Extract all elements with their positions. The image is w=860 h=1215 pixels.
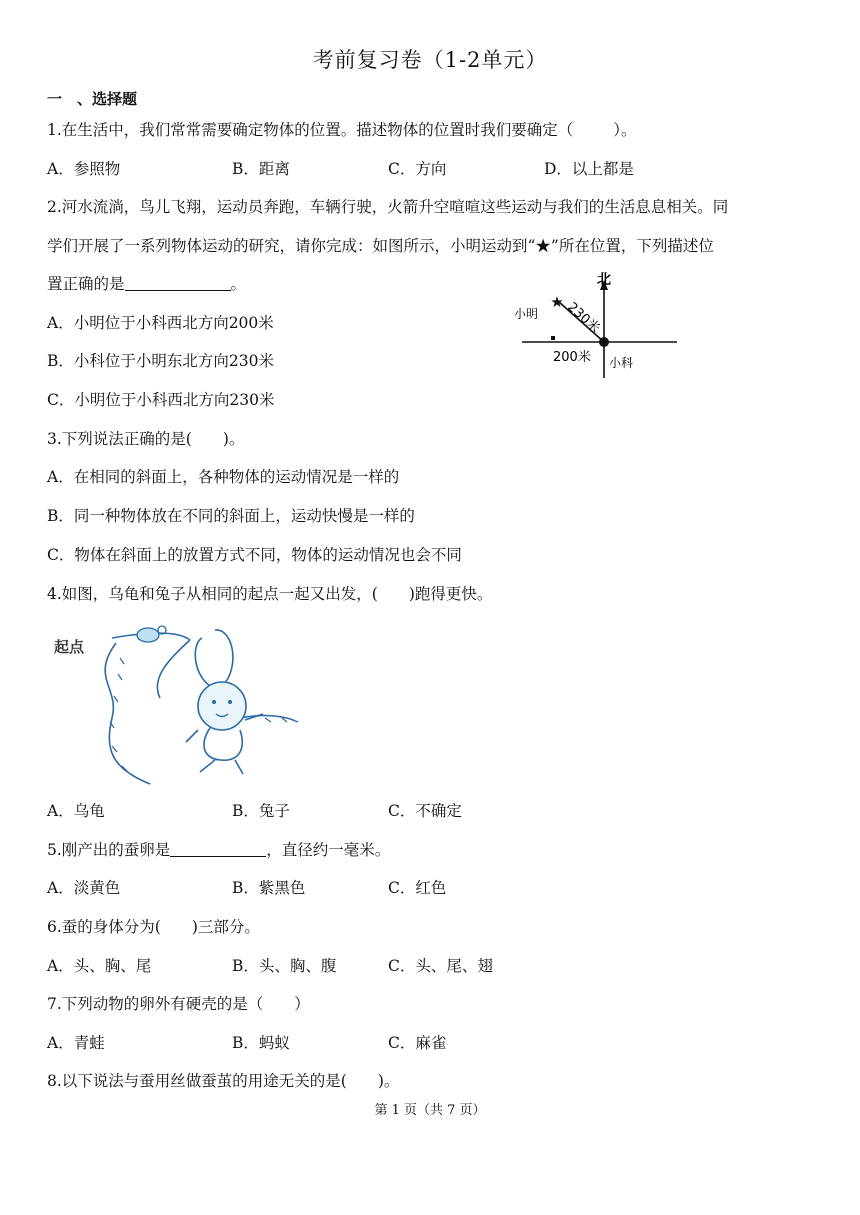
direction-diagram [505, 268, 685, 383]
question-6-option-b[interactable]: B．头、胸、腹 [232, 957, 337, 975]
question-4-option-a[interactable]: A．乌龟 [47, 802, 105, 820]
question-1-option-c[interactable]: C．方向 [388, 160, 447, 178]
origin-point [599, 337, 609, 347]
rabbit-left-ear [195, 638, 210, 686]
section-heading: 一 、选择题 [47, 90, 138, 108]
page-footer: 第 1 页（共 7 页） [374, 1103, 486, 1118]
question-2-option-a[interactable]: A．小明位于小科西北方向200米 [47, 314, 274, 332]
rabbit-legs [200, 760, 243, 774]
star-icon: ★ [550, 293, 564, 311]
answer-blank[interactable] [125, 276, 231, 291]
xiaoming-label: 小明 [514, 307, 539, 321]
question-7-stem: 7.下列动物的卵外有硬壳的是（ ） [47, 995, 310, 1013]
track-left-edge [105, 643, 150, 784]
question-7-option-c[interactable]: C．麻雀 [388, 1034, 447, 1052]
question-6-option-c[interactable]: C．头、尾、翅 [388, 957, 493, 975]
rabbit-eye [212, 700, 216, 704]
question-1-option-d[interactable]: D．以上都是 [544, 160, 634, 178]
question-6-option-a[interactable]: A．头、胸、尾 [47, 957, 152, 975]
diagonal-distance-label: 230米 [564, 299, 603, 337]
question-2-line-1: 2.河水流淌，鸟儿飞翔，运动员奔跑，车辆行驶，火箭升空喧喧这些运动与我们的生活息息相关。同 [47, 198, 729, 216]
question-7-option-b[interactable]: B．蚂蚁 [232, 1034, 290, 1052]
question-5-option-c[interactable]: C．红色 [388, 879, 447, 897]
xiaoke-label: 小科 [609, 356, 634, 370]
north-label: 北 [597, 272, 611, 288]
tortoise-shell [137, 628, 159, 642]
start-label: 起点 [54, 638, 85, 656]
question-3-option-b[interactable]: B．同一种物体放在不同的斜面上，运动快慢是一样的 [47, 507, 415, 525]
question-3-option-c[interactable]: C．物体在斜面上的放置方式不同，物体的运动情况也会不同 [47, 546, 462, 564]
question-5-stem-part-a: 5.刚产出的蚕卵是 [47, 841, 171, 859]
answer-blank[interactable] [170, 842, 266, 857]
question-5-stem-part-b: ，直径约一毫米。 [266, 841, 391, 859]
question-4-option-c[interactable]: C．不确定 [388, 802, 462, 820]
question-2-line-3 [47, 274, 246, 294]
question-2-option-b[interactable]: B．小科位于小明东北方向230米 [47, 352, 274, 370]
start-marker [551, 336, 555, 340]
rabbit-right-ear [215, 630, 233, 683]
question-2-line-3-part-a: 置正确的是 [47, 275, 125, 293]
rabbit-head [198, 682, 246, 730]
question-1-option-a[interactable]: A．参照物 [47, 160, 121, 178]
question-4-option-b[interactable]: B．兔子 [232, 802, 290, 820]
question-3-stem: 3.下列说法正确的是( )。 [47, 430, 245, 448]
horizontal-distance-label: 200米 [553, 350, 591, 365]
tortoise-rabbit-illustration [50, 618, 305, 788]
question-1-stem-part-a: 1.在生活中，我们常常需要确定物体的位置。描述物体的位置时我们要确定（ [47, 121, 574, 139]
question-2-line-3-part-b: 。 [230, 275, 247, 293]
question-4-stem: 4.如图，乌龟和兔子从相同的起点一起又出发，( )跑得更快。 [47, 585, 493, 603]
rabbit-eye [228, 700, 232, 704]
question-7-option-a[interactable]: A．青蛙 [47, 1034, 105, 1052]
question-8-stem: 8.以下说法与蚕用丝做蚕茧的用途无关的是( )。 [47, 1072, 400, 1090]
question-1-option-b[interactable]: B．距离 [232, 160, 290, 178]
question-1-stem-part-b: ）。 [613, 121, 637, 139]
question-3-option-a[interactable]: A．在相同的斜面上，各种物体的运动情况是一样的 [47, 468, 400, 486]
question-2-line-2: 学们开展了一系列物体运动的研究，请你完成：如图所示，小明运动到“★”所在位置，下列描述位 [47, 237, 714, 255]
question-6-stem: 6.蚕的身体分为( )三部分。 [47, 918, 260, 936]
page-title: 考前复习卷（1-2单元） [312, 48, 548, 72]
question-2-option-c[interactable]: C．小明位于小科西北方向230米 [47, 391, 275, 409]
question-1-stem [47, 120, 637, 140]
question-5-option-a[interactable]: A．淡黄色 [47, 879, 121, 897]
question-5-stem [47, 840, 390, 860]
rabbit-body [204, 728, 242, 760]
question-5-option-b[interactable]: B．紫黑色 [232, 879, 306, 897]
track-right-edge [157, 640, 190, 698]
